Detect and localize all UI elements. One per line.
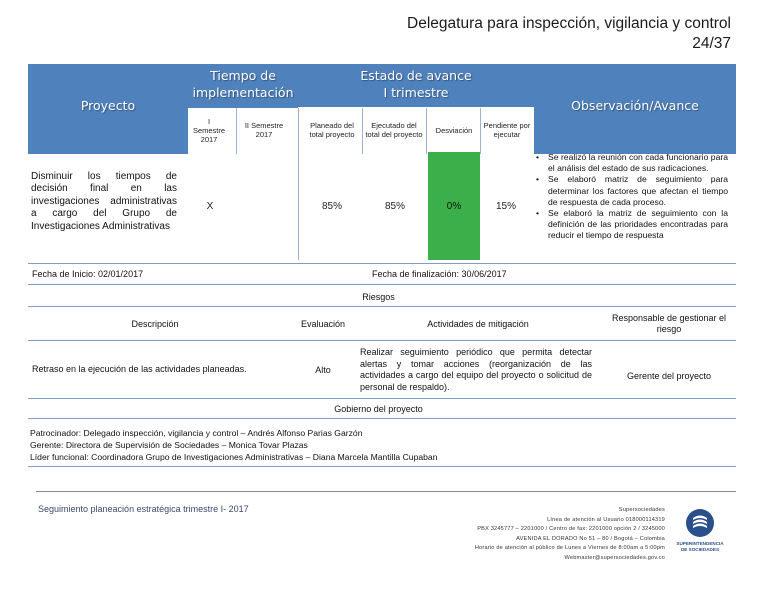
proyecto-description: Disminuir los tiempos de decisión final en las investigaciones administrativas a cargo del Grupo de Investigaciones Administrativas: [31, 171, 177, 232]
riesgo-responsable: Gerente del proyecto: [626, 370, 712, 381]
subheader-tiempo-band: [188, 104, 298, 108]
gobierno-lider: Líder funcional: Coordinadora Grupo de Investigaciones Administrativas – Diana Marcela Mantilla Cupaban: [30, 452, 438, 462]
riesgo-evaluacion: Alto: [315, 364, 331, 375]
planeado-value: 85%: [321, 200, 342, 212]
subheader-planeado: Planeado del total proyecto: [309, 121, 355, 139]
desviacion-cell: [428, 152, 480, 260]
desviacion-value: 0%: [446, 200, 462, 212]
subheader-semestre2: II Semestre 2017: [244, 121, 284, 139]
header-observacion: Observación/Avance: [571, 97, 699, 113]
pendiente-value: 15%: [495, 200, 516, 212]
observacion-item: • Se realizó la reunión con cada funcionario para el análisis del estado de sus radicaciones.: [534, 152, 728, 174]
footer-contact: [345, 506, 665, 564]
fecha-finalizacion: Fecha de finalización: 30/06/2017: [372, 269, 507, 279]
footer-contact-line: AVENIDA EL DORADO No 51 – 80 / Bogotá – Colombia: [516, 535, 665, 542]
subheader-desviacion: Desviación: [435, 125, 473, 135]
divider: [28, 340, 736, 341]
header-tiempo-line1: Tiempo de: [210, 68, 276, 83]
footer-divider: [36, 491, 736, 492]
gobierno-title: Gobierno del proyecto: [334, 404, 423, 414]
divider: [28, 284, 736, 285]
header-tiempo: [188, 67, 298, 101]
semestre1-mark: X: [206, 200, 214, 212]
header-estado: [298, 67, 534, 101]
riesgo-descripcion: Retraso en la ejecución de las actividades planeadas.: [32, 364, 247, 374]
subheader-semestre1: I Semestre 2017: [192, 116, 226, 144]
riesgo-actividades: Realizar seguimiento periódico que permita detectar alertas y tomar acciones (reorganización de las actividades a cargo del equipo del proyecto o solicitud de personal de respaldo).: [360, 347, 592, 392]
observacion-item: • Se elaboró matriz de seguimiento para determinar los factores que afectan el tiempo de respuesta de cada proceso.: [534, 174, 728, 208]
gobierno-patrocinador: Patrocinador: Delegado inspección, vigilancia y control – Andrés Alfonso Parias Garzón: [30, 428, 363, 438]
logo-emblem-icon: [685, 508, 715, 538]
logo-text-line2: DE SOCIEDADES: [680, 547, 720, 552]
riesgos-title: Riesgos: [362, 292, 395, 302]
subheader-ejecutado: Ejecutado del total del proyecto: [365, 121, 423, 139]
supersociedades-logo: [672, 508, 728, 564]
divider: [426, 108, 427, 154]
riesgos-header-descripcion: Descripción: [131, 318, 179, 329]
header-tiempo-line2: implementación: [192, 85, 294, 100]
divider: [298, 108, 299, 260]
observaciones-list: [534, 152, 728, 242]
header-proyecto: Proyecto: [80, 97, 136, 113]
footer-title: Seguimiento planeación estratégica trimestre I- 2017: [38, 504, 249, 514]
footer-contact-line: Webmaster@supersociedades.gov.co: [564, 554, 665, 561]
header-estado-line1: Estado de avance: [360, 68, 472, 83]
logo-text-line1: SUPERINTENDENCIA: [676, 541, 724, 546]
divider: [480, 108, 481, 154]
riesgos-header-responsable: Responsable de gestionar el riesgo: [611, 313, 727, 334]
divider: [362, 108, 363, 154]
subheader-pendiente: Pendiente por ejecutar: [483, 121, 531, 139]
footer-contact-line: PBX 3245777 – 2201000 / Centro de fax: 2201000 opción 2 / 3245000: [477, 526, 665, 533]
footer-contact-line: Horario de atención al público de Lunes a Viernes de 8:00am a 5:00pm: [474, 545, 665, 552]
divider: [28, 418, 736, 419]
divider: [28, 466, 736, 467]
divider: [28, 398, 736, 399]
gobierno-gerente: Gerente: Directora de Supervisión de Sociedades – Monica Tovar Plazas: [30, 440, 308, 450]
divider: [28, 306, 736, 307]
footer-contact-line: Línea de atención al Usuario 018000114319: [547, 516, 665, 523]
observacion-item: • Se elaboró la matriz de seguimiento con la definición de las prioridades encontradas para reducir el tiempo de respuesta: [534, 208, 728, 242]
footer-contact-line: Supersociedades: [618, 507, 665, 513]
riesgos-header-evaluacion: Evaluación: [300, 318, 346, 329]
header-estado-line2: I trimestre: [383, 85, 449, 100]
fecha-inicio: Fecha de Inicio: 02/01/2017: [32, 269, 144, 279]
divider: [28, 263, 736, 264]
page-title-line1: Delegatura para inspección, vigilancia y control: [407, 15, 731, 32]
divider: [236, 108, 237, 154]
riesgos-header-actividades: Actividades de mitigación: [427, 318, 529, 329]
ejecutado-value: 85%: [384, 200, 405, 212]
page-title: [311, 14, 731, 54]
page-number: 24/37: [692, 35, 731, 52]
